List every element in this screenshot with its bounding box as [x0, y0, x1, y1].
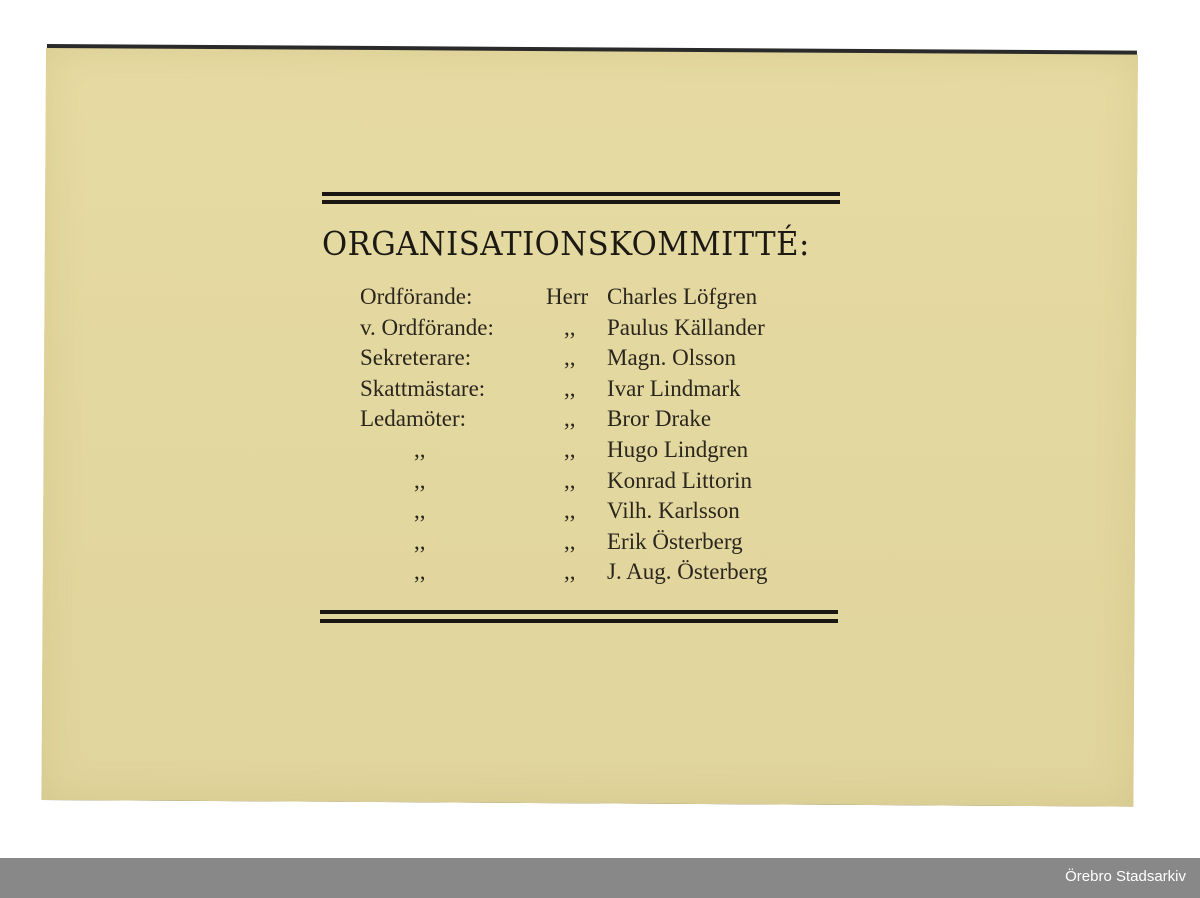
row-role: Skattmästare:	[360, 375, 486, 401]
committee-row	[360, 343, 840, 374]
row-prefix: Herr	[546, 284, 589, 309]
row-name: Hugo Lindgren	[607, 436, 749, 462]
row-role: ,,	[414, 498, 426, 524]
row-prefix: ,,	[564, 498, 576, 524]
row-role: ,,	[414, 559, 426, 585]
row-role: Sekreterare:	[360, 345, 472, 371]
committee-row	[360, 404, 840, 435]
committee-row	[360, 466, 840, 497]
row-name: Bror Drake	[607, 406, 712, 432]
footer-bar	[0, 858, 1200, 898]
row-name: Erik Österberg	[607, 528, 743, 554]
row-prefix: ,,	[564, 467, 576, 493]
top-rule-lower	[322, 200, 840, 204]
row-prefix: ,,	[564, 406, 576, 432]
bottom-rule-upper	[320, 610, 838, 614]
committee-row	[360, 527, 840, 558]
row-name: Vilh. Karlsson	[607, 498, 740, 524]
row-name: J. Aug. Österberg	[607, 559, 768, 585]
row-role: v. Ordförande:	[360, 314, 494, 340]
page-title: ORGANISATIONSKOMMITTÉ:	[322, 224, 810, 263]
committee-row	[360, 435, 840, 466]
committee-row	[360, 313, 840, 344]
row-name: Ivar Lindmark	[607, 375, 741, 401]
row-prefix: ,,	[564, 375, 576, 401]
row-role: Ledamöter:	[360, 406, 467, 432]
archive-credit: Örebro Stadsarkiv	[1065, 868, 1186, 885]
row-role: Ordförande:	[360, 284, 473, 309]
row-name: Charles Löfgren	[607, 284, 758, 309]
row-name: Konrad Littorin	[607, 467, 752, 493]
row-name: Magn. Olsson	[607, 345, 737, 371]
row-prefix: ,,	[564, 314, 576, 340]
row-name: Paulus Källander	[607, 314, 765, 340]
committee-list	[360, 282, 840, 588]
row-role: ,,	[414, 467, 426, 493]
top-rule-upper	[322, 192, 840, 196]
bottom-rule-lower	[320, 619, 838, 623]
committee-row	[360, 496, 840, 527]
row-prefix: ,,	[564, 436, 576, 462]
row-prefix: ,,	[564, 559, 576, 585]
row-role: ,,	[414, 436, 426, 462]
committee-row	[360, 374, 840, 405]
row-prefix: ,,	[564, 528, 576, 554]
committee-row	[360, 557, 840, 588]
committee-row	[360, 282, 840, 313]
row-prefix: ,,	[564, 345, 576, 371]
row-role: ,,	[414, 528, 426, 554]
